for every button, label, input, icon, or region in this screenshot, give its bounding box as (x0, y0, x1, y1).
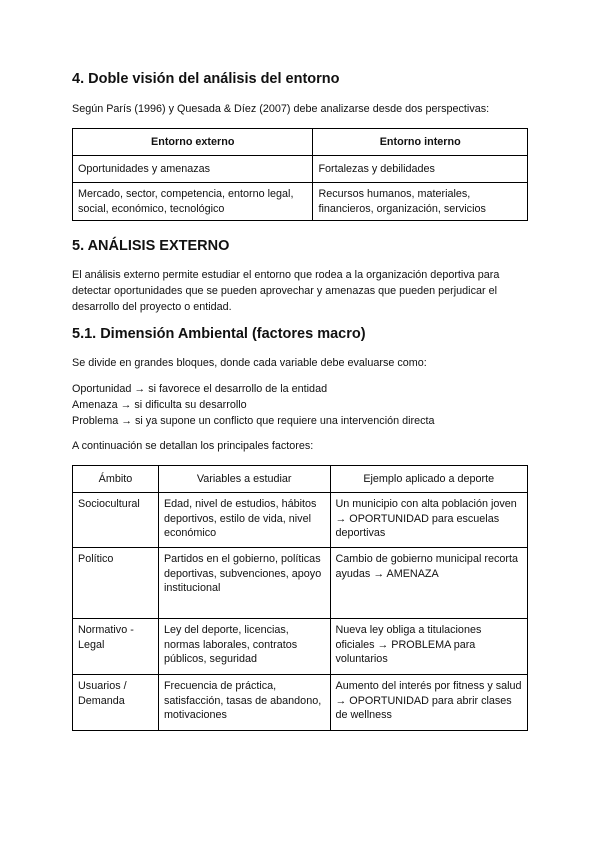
table-cell: Mercado, sector, competencia, entorno legal, social, económico, tecnológico (73, 183, 313, 221)
section-5-1-heading: 5.1. Dimensión Ambiental (factores macro) (72, 326, 366, 342)
table-cell: Cambio de gobierno municipal recorta ayudas → AMENAZA (330, 548, 528, 619)
table-header: Ejemplo aplicado a deporte (330, 466, 528, 493)
section-5-heading: 5. ANÁLISIS EXTERNO (72, 238, 230, 254)
section-5-1-intro: Se divide en grandes bloques, donde cada variable debe evaluarse como: (72, 357, 427, 369)
table-header: Variables a estudiar (158, 466, 330, 493)
table-row (73, 156, 528, 183)
definition-threat: Amenaza → si dificulta su desarrollo (72, 399, 247, 411)
table-header: Entorno interno (313, 129, 528, 156)
table-row (73, 619, 528, 675)
table-cell: Político (73, 548, 159, 619)
table-cell: Usuarios / Demanda (73, 675, 159, 731)
section-5-intro: El análisis externo permite estudiar el entorno que rodea a la organización deportiva para detectar oportunidades que se pueden aprovechar y amenazas que pueden perjudicar el desarrollo del proyecto o entidad. (72, 269, 500, 313)
table-row (73, 675, 528, 731)
table-cell: Oportunidades y amenazas (73, 156, 313, 183)
table-cell: Normativo - Legal (73, 619, 159, 675)
definition-problem: Problema → si ya supone un conflicto que requiere una intervención directa (72, 415, 435, 427)
table-cell: Partidos en el gobierno, políticas deportivas, subvenciones, apoyo institucional (158, 548, 330, 619)
factors-lead: A continuación se detallan los principales factores: (72, 440, 314, 452)
definitions-list (72, 381, 532, 429)
table-cell: Aumento del interés por fitness y salud → OPORTUNIDAD para abrir clases de wellness (330, 675, 528, 731)
table-cell: Fortalezas y debilidades (313, 156, 528, 183)
section-4-heading: 4. Doble visión del análisis del entorno (72, 71, 340, 87)
table-cell: Sociocultural (73, 493, 159, 548)
table-row (73, 493, 528, 548)
table-cell: Recursos humanos, materiales, financieros, organización, servicios (313, 183, 528, 221)
section-4-intro: Según París (1996) y Quesada & Díez (2007) debe analizarse desde dos perspectivas: (72, 103, 490, 115)
definition-opportunity: Oportunidad → si favorece el desarrollo de la entidad (72, 383, 328, 395)
table-row (73, 183, 528, 221)
perspectives-table (72, 128, 528, 221)
table-cell: Ley del deporte, licencias, normas laborales, contratos públicos, seguridad (158, 619, 330, 675)
table-cell: Nueva ley obliga a titulaciones oficiales → PROBLEMA para voluntarios (330, 619, 528, 675)
table-header: Ámbito (73, 466, 159, 493)
table-cell: Un municipio con alta población joven → OPORTUNIDAD para escuelas deportivas (330, 493, 528, 548)
table-row (73, 548, 528, 619)
table-header: Entorno externo (73, 129, 313, 156)
table-header-row (73, 466, 528, 493)
table-cell: Frecuencia de práctica, satisfacción, tasas de abandono, motivaciones (158, 675, 330, 731)
table-header-row (73, 129, 528, 156)
table-cell: Edad, nivel de estudios, hábitos deportivos, estilo de vida, nivel económico (158, 493, 330, 548)
factors-table (72, 465, 528, 731)
